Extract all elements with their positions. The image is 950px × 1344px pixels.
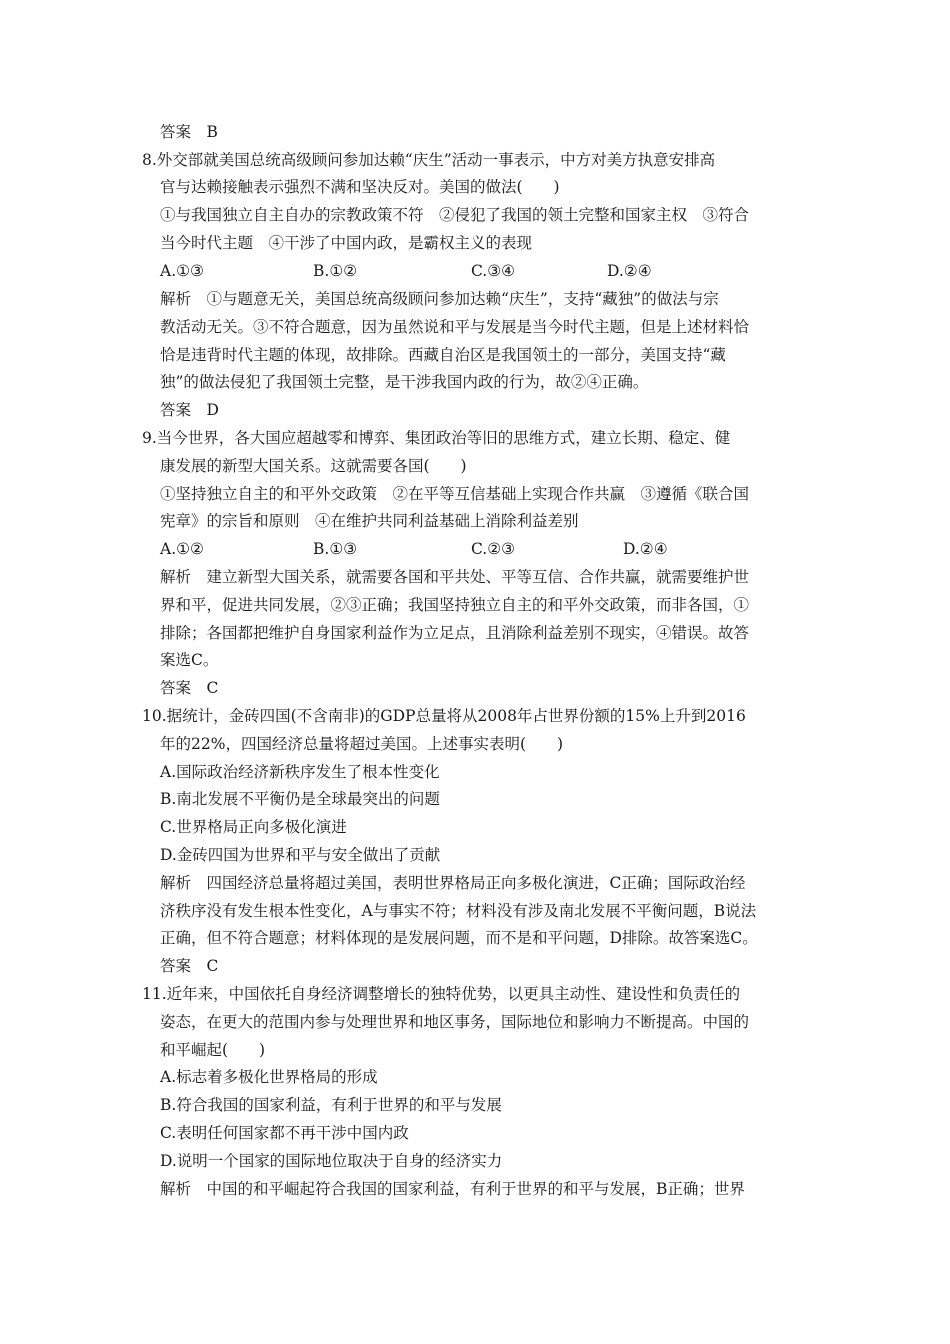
q11-stem-line: 11.近年来，中国依托自身经济调整增长的独特优势，以更具主动性、建设性和负责任的 bbox=[142, 985, 741, 1003]
q10-stem-line: 年的22%，四国经济总量将超过美国。上述事实表明( ) bbox=[160, 735, 564, 753]
q11-stem-line: 和平崛起( ) bbox=[160, 1041, 266, 1059]
q8-analysis-line: 教活动无关。③不符合题意，因为虽然说和平与发展是当今时代主题，但是上述材料恰 bbox=[160, 318, 750, 336]
q7-answer: 答案 B bbox=[160, 123, 218, 141]
q9-option-d: D.②④ bbox=[623, 540, 668, 558]
q9-option-b: B.①③ bbox=[313, 540, 358, 558]
q8-analysis-line: 独”的做法侵犯了我国领土完整，是干涉我国内政的行为，故②④正确。 bbox=[160, 373, 649, 391]
q11-analysis-line: 解析 中国的和平崛起符合我国的国家利益，有利于世界的和平与发展，B正确；世界 bbox=[160, 1180, 745, 1198]
q8-statement-line: ①与我国独立自主自办的宗教政策不符 ②侵犯了我国的领土完整和国家主权 ③符合 bbox=[160, 206, 750, 224]
q10-analysis-line: 正确，但不符合题意；材料体现的是发展问题，而不是和平问题，D排除。故答案选C。 bbox=[160, 929, 758, 947]
q8-option-c: C.③④ bbox=[471, 262, 516, 280]
q10-option-b: B.南北发展不平衡仍是全球最突出的问题 bbox=[160, 790, 440, 808]
q11-option-a: A.标志着多极化世界格局的形成 bbox=[160, 1068, 378, 1086]
q10-stem-line: 10.据统计，金砖四国(不含南非)的GDP总量将从2008年占世界份额的15%上升到2016 bbox=[142, 707, 746, 725]
q8-option-b: B.①② bbox=[313, 262, 358, 280]
q9-analysis-line: 排除；各国都把维护自身国家利益作为立足点，且消除利益差别不现实，④错误。故答 bbox=[160, 624, 750, 642]
q8-statement-line: 当今时代主题 ④干涉了中国内政，是霸权主义的表现 bbox=[160, 234, 533, 252]
q8-analysis-line: 恰是违背时代主题的体现，故排除。西藏自治区是我国领土的一部分，美国支持“藏 bbox=[160, 346, 726, 364]
q11-stem-line: 姿态，在更大的范围内参与处理世界和地区事务，国际地位和影响力不断提高。中国的 bbox=[160, 1013, 750, 1031]
q9-answer: 答案 C bbox=[160, 679, 219, 697]
q10-answer: 答案 C bbox=[160, 957, 219, 975]
q9-option-c: C.②③ bbox=[471, 540, 516, 558]
q10-analysis-line: 济秩序没有发生根本性变化，A与事实不符；材料没有涉及南北发展不平衡问题，B说法 bbox=[160, 902, 757, 920]
q9-analysis-line: 界和平，促进共同发展，②③正确；我国坚持独立自主的和平外交政策，而非各国，① bbox=[160, 596, 750, 614]
q8-analysis-line: 解析 ①与题意无关，美国总统高级顾问参加达赖“庆生”，支持“藏独”的做法与宗 bbox=[160, 290, 719, 308]
q8-option-a: A.①③ bbox=[160, 262, 204, 280]
q10-analysis-line: 解析 四国经济总量将超过美国，表明世界格局正向多极化演进，C正确；国际政治经 bbox=[160, 874, 746, 892]
q9-analysis-line: 案选C。 bbox=[160, 651, 219, 669]
q10-option-d: D.金砖四国为世界和平与安全做出了贡献 bbox=[160, 846, 441, 864]
q8-answer: 答案 D bbox=[160, 401, 219, 419]
q11-option-d: D.说明一个国家的国际地位取决于自身的经济实力 bbox=[160, 1152, 503, 1170]
q10-option-a: A.国际政治经济新秩序发生了根本性变化 bbox=[160, 763, 440, 781]
q8-stem-line: 官与达赖接触表示强烈不满和坚决反对。美国的做法( ) bbox=[160, 178, 560, 196]
q8-option-d: D.②④ bbox=[607, 262, 652, 280]
q10-option-c: C.世界格局正向多极化演进 bbox=[160, 818, 347, 836]
q9-option-a: A.①② bbox=[160, 540, 204, 558]
q9-stem-line: 康发展的新型大国关系。这就需要各国( ) bbox=[160, 457, 467, 475]
q8-stem-line: 8.外交部就美国总统高级顾问参加达赖“庆生”活动一事表示，中方对美方执意安排高 bbox=[142, 151, 716, 169]
q9-analysis-line: 解析 建立新型大国关系，就需要各国和平共处、平等互信、合作共赢，就需要维护世 bbox=[160, 568, 750, 586]
q9-statement-line: 宪章》的宗旨和原则 ④在维护共同利益基础上消除利益差别 bbox=[160, 512, 579, 530]
q11-option-c: C.表明任何国家都不再干涉中国内政 bbox=[160, 1124, 409, 1142]
q11-option-b: B.符合我国的国家利益，有利于世界的和平与发展 bbox=[160, 1096, 502, 1114]
q9-stem-line: 9.当今世界，各大国应超越零和博弈、集团政治等旧的思维方式，建立长期、稳定、健 bbox=[142, 429, 731, 447]
q9-statement-line: ①坚持独立自主的和平外交政策 ②在平等互信基础上实现合作共赢 ③遵循《联合国 bbox=[160, 485, 750, 503]
